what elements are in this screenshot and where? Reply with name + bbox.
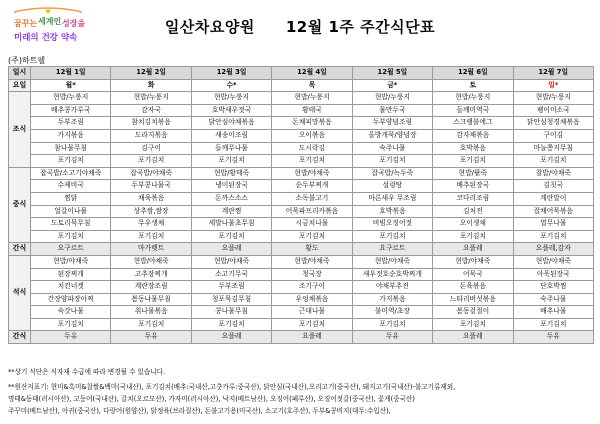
breakfast-row: [9, 129, 594, 142]
dow-cell: 월*: [31, 79, 111, 92]
menu-item: 두부조림: [31, 117, 111, 130]
menu-item: 포기김치: [31, 318, 111, 331]
menu-item: 가지볶음: [31, 129, 111, 142]
dow-cell: 화: [111, 79, 191, 92]
menu-item: 김칫국: [513, 180, 593, 193]
menu-item: 현밥/야채죽: [272, 167, 352, 180]
date-cell: 12월 7일: [513, 67, 593, 80]
menu-item: 고추장찌개: [111, 268, 191, 281]
dinner-row: [9, 306, 594, 319]
menu-item: 숙주나물: [352, 142, 432, 155]
menu-item: 스크램블에그: [433, 117, 513, 130]
menu-item: 들깨미역국: [433, 104, 513, 117]
dow-cell: 토: [433, 79, 513, 92]
menu-item: 어묵국: [433, 268, 513, 281]
logo-text-2: 세계인: [38, 17, 62, 26]
menu-item: 마늘쫑지무침: [513, 142, 593, 155]
menu-item: 호박볶음: [352, 205, 432, 218]
page-title: 일산차요양원 12월 1주 주간식단표: [164, 18, 436, 36]
dow-cell: 금*: [352, 79, 432, 92]
menu-item: 현밥/누룽지: [433, 92, 513, 105]
menu-item: 오이생채: [433, 218, 513, 231]
menu-item: 포기김치: [111, 230, 191, 243]
menu-item: 비빔오징어젓: [352, 218, 432, 231]
date-cell: 12월 4일: [272, 67, 352, 80]
snack-item: 요플레: [433, 243, 513, 256]
breakfast-label: 조식: [9, 92, 31, 168]
menu-item: 현밥/야채죽: [433, 255, 513, 268]
menu-item: 도시락김: [272, 142, 352, 155]
menu-item: 돈육볶음: [433, 281, 513, 294]
snack-item: 요플레,감자: [513, 243, 593, 256]
menu-item: 포기김치: [352, 230, 432, 243]
menu-item: 현밥/누룽지: [272, 92, 352, 105]
menu-item: 현밥/야채죽: [31, 255, 111, 268]
menu-item: 무우생채: [111, 218, 191, 231]
date-cell: 12월 5일: [352, 67, 432, 80]
menu-item: 단호박찜: [513, 281, 593, 294]
menu-item: 감자국: [111, 104, 191, 117]
date-cell: 12월 3일: [191, 67, 271, 80]
menu-item: 두부조림: [191, 281, 271, 294]
snack-item: 요플레: [272, 331, 352, 344]
menu-item: 현밥/누룽지: [513, 92, 593, 105]
snack-pm-row: [9, 331, 594, 344]
breakfast-row: [9, 155, 594, 168]
menu-item: 새우젓호순호박찌개: [352, 268, 432, 281]
breakfast-row: [9, 104, 594, 117]
breakfast-row: [9, 142, 594, 155]
snack-am-label: 간식: [9, 243, 31, 256]
menu-item: 포기김치: [513, 155, 593, 168]
snack-item: 요플레: [191, 331, 271, 344]
dinner-row: [9, 318, 594, 331]
menu-item: 현밥/야채죽: [513, 255, 593, 268]
menu-item: 숙주나물: [513, 293, 593, 306]
menu-item: 현밥/야채죽: [191, 255, 271, 268]
menu-item: 오이볶음: [272, 129, 352, 142]
menu-item: 황태국: [272, 104, 352, 117]
menu-item: 청국장: [272, 268, 352, 281]
dow-label: 요일: [9, 79, 31, 92]
menu-item: 야채부추전: [352, 281, 432, 294]
dinner-row: [9, 293, 594, 306]
menu-item: 포기김치: [513, 230, 593, 243]
snack-item: 두유: [111, 331, 191, 344]
dow-row: [9, 79, 594, 92]
menu-item: 닭안심야채볶음: [191, 117, 271, 130]
snack-item: 요플레: [433, 331, 513, 344]
menu-item: 포기김치: [433, 318, 513, 331]
menu-item: 포기김치: [272, 230, 352, 243]
menu-item: 코다리조림: [433, 192, 513, 205]
breakfast-row: [9, 117, 594, 130]
menu-item: 어묵파프리카볶음: [272, 205, 352, 218]
menu-item: 닭안심청경채볶음: [513, 117, 593, 130]
lunch-row: [9, 192, 594, 205]
menu-item: 배추된장국: [433, 180, 513, 193]
menu-item: 포기김치: [433, 230, 513, 243]
menu-item: 채육볶음: [111, 192, 191, 205]
menu-item: 수제비국: [31, 180, 111, 193]
menu-item: 포기김치: [31, 230, 111, 243]
dow-cell: 수*: [191, 79, 271, 92]
menu-item: 도라지볶음: [111, 129, 191, 142]
menu-item: 포기김치: [191, 230, 271, 243]
menu-item: 물만두국: [352, 104, 432, 117]
note-change: **상기 식단은 식자재 수급에 따라 변경될 수 있습니다.: [8, 368, 166, 376]
menu-item: 새송이조림: [191, 129, 271, 142]
menu-item: 현밥/누룽지: [111, 92, 191, 105]
menu-item: 포기김치: [513, 318, 593, 331]
menu-item: 김구이: [111, 142, 191, 155]
menu-item: 세발나물초무침: [191, 218, 271, 231]
snack-item: 마가렛트: [111, 243, 191, 256]
weekly-menu-table: [8, 66, 594, 344]
menu-item: 호박새우젓국: [191, 104, 271, 117]
menu-item: 설렁탕: [352, 180, 432, 193]
snack-item: 요플레: [191, 243, 271, 256]
logo-text-3: 성장을: [62, 19, 86, 28]
menu-item: 숙갓나물: [31, 306, 111, 319]
snack-item: 두유: [352, 331, 432, 344]
lunch-label: 중식: [9, 167, 31, 243]
menu-item: 현밥/야채죽: [272, 255, 352, 268]
dinner-row: [9, 255, 594, 268]
menu-item: 배추나물: [513, 306, 593, 319]
menu-item: 호박볶음: [433, 142, 513, 155]
date-row: [9, 67, 594, 80]
menu-item: 포기김치: [191, 155, 271, 168]
menu-item: 김처전: [433, 205, 513, 218]
menu-item: 참치김치볶음: [111, 117, 191, 130]
lunch-row: [9, 180, 594, 193]
menu-item: 열무나물: [513, 218, 593, 231]
menu-item: 포기김치: [433, 155, 513, 168]
date-label: 일시: [9, 67, 31, 80]
lunch-row: [9, 218, 594, 231]
note-origin-3: 주꾸미(베트남산), 아귀(중국산), 다랑어(원양산), 닭정육(브라질산), 돈불고기용(미국산), 소고기(호주산), 두부&콩비지(대두:수입산),: [8, 407, 391, 415]
snack-item: 요구르트: [31, 243, 111, 256]
dinner-row: [9, 281, 594, 294]
menu-item: 현밥/황태죽: [191, 167, 271, 180]
menu-item: 잡곡밥/녹두죽: [352, 167, 432, 180]
date-cell: 12월 2일: [111, 67, 191, 80]
menu-item: 조기구이: [272, 281, 352, 294]
menu-item: 팽이미소국: [513, 104, 593, 117]
note-origin-1: **원산지표기: 현미&흑미&찹쌀&백미(국내산), 포기김치(배추:국내산,고춧가루:중국산), 닭안심(국내산),오리고기(중국산), 돼지고기(국내산)-불고기류제외,: [8, 383, 456, 391]
company-name: (주)하트웰: [8, 56, 46, 65]
menu-item: 포기김치: [191, 318, 271, 331]
menu-item: 잡곡밥/야채죽: [111, 167, 191, 180]
breakfast-row: [9, 92, 594, 105]
menu-item: 우엉채볶음: [272, 293, 352, 306]
menu-item: 소독불고기: [272, 192, 352, 205]
menu-item: 현밥/야채죽: [352, 255, 432, 268]
lunch-row: [9, 167, 594, 180]
dow-cell: 목: [272, 79, 352, 92]
menu-item: 냉이된장국: [191, 180, 271, 193]
menu-item: 포기김치: [111, 155, 191, 168]
snack-am-row: [9, 243, 594, 256]
menu-item: 계란찜: [191, 205, 271, 218]
menu-item: 두부콩나물국: [111, 180, 191, 193]
menu-item: 찜닭: [31, 192, 111, 205]
menu-item: 봄동나물무침: [111, 293, 191, 306]
menu-item: 포기김치: [111, 318, 191, 331]
date-cell: 12월 6일: [433, 67, 513, 80]
menu-item: 시금치나물: [272, 218, 352, 231]
note-origin-2: 명태&동태(러시아산), 고등어(국내산), 갈치(오르모산), 가자미(러시아산), 낙지(베트남산), 오징어(페루산), 오징어젓갈(중국산), 꽃게(중국산): [8, 395, 415, 403]
menu-item: 현밥/누룽지: [191, 92, 271, 105]
menu-item: 얼갈이나물: [31, 205, 111, 218]
menu-item: 근대나물: [272, 306, 352, 319]
menu-item: 봄동겉절이: [433, 306, 513, 319]
menu-item: 감자채볶음: [433, 129, 513, 142]
menu-item: 느타리버섯볶음: [433, 293, 513, 306]
menu-item: 올방개묵/양념장: [352, 129, 432, 142]
menu-item: 청포묵김무침: [191, 293, 271, 306]
lunch-row: [9, 205, 594, 218]
menu-item: 소고기무국: [191, 268, 271, 281]
menu-item: 현밥/팥죽: [433, 167, 513, 180]
menu-item: 현밥/누룽지: [31, 92, 111, 105]
snack-item: 두유: [31, 331, 111, 344]
dow-cell: 일*: [513, 79, 593, 92]
menu-item: 가지볶음: [352, 293, 432, 306]
menu-item: 잡채어묵볶음: [513, 205, 593, 218]
menu-item: 포기김치: [352, 318, 432, 331]
snack-item: 요구르트: [352, 243, 432, 256]
dinner-row: [9, 268, 594, 281]
menu-item: 포기김치: [352, 155, 432, 168]
dinner-label: 석식: [9, 255, 31, 331]
menu-item: 배추콩가루국: [31, 104, 111, 117]
menu-item: 구이김: [513, 129, 593, 142]
menu-item: 도토리묵무침: [31, 218, 111, 231]
snack-item: 황도: [272, 243, 352, 256]
menu-item: 상추쌈,쌈장: [111, 205, 191, 218]
menu-item: 포기김치: [31, 155, 111, 168]
logo-text-1: 꿈꾸는: [14, 19, 38, 28]
menu-item: 들깨무나물: [191, 142, 271, 155]
snack-item: 두유: [513, 331, 593, 344]
menu-item: 참나물무침: [31, 142, 111, 155]
menu-item: 마른새우 무조림: [352, 192, 432, 205]
menu-item: 두부양념조림: [352, 117, 432, 130]
menu-item: 아욱된장국: [513, 268, 593, 281]
menu-item: 취나물볶음: [111, 306, 191, 319]
menu-item: 포기김치: [272, 155, 352, 168]
menu-item: 계란말이: [513, 192, 593, 205]
menu-item: 찰밥/야채죽: [513, 167, 593, 180]
menu-item: 현밥/누룽지: [352, 92, 432, 105]
lunch-row: [9, 230, 594, 243]
menu-item: 계란장조림: [111, 281, 191, 294]
menu-item: 현밥/야채죽: [111, 255, 191, 268]
menu-item: 잡곡밥/소고기야채죽: [31, 167, 111, 180]
menu-item: 포기김치: [272, 318, 352, 331]
menu-item: 간장양파장아찌: [31, 293, 111, 306]
menu-item: 돈채피망볶음: [272, 117, 352, 130]
menu-item: 치킨너겟: [31, 281, 111, 294]
snack-pm-label: 간식: [9, 331, 31, 344]
menu-item: 순두부찌개: [272, 180, 352, 193]
date-cell: 12월 1일: [31, 67, 111, 80]
menu-item: 불미역/초장: [352, 306, 432, 319]
menu-item: 콩나물무침: [191, 306, 271, 319]
logo-text-4: 미래의 건강 약속: [14, 33, 78, 43]
menu-item: 돈까스소스: [191, 192, 271, 205]
menu-item: 된장찌개: [31, 268, 111, 281]
